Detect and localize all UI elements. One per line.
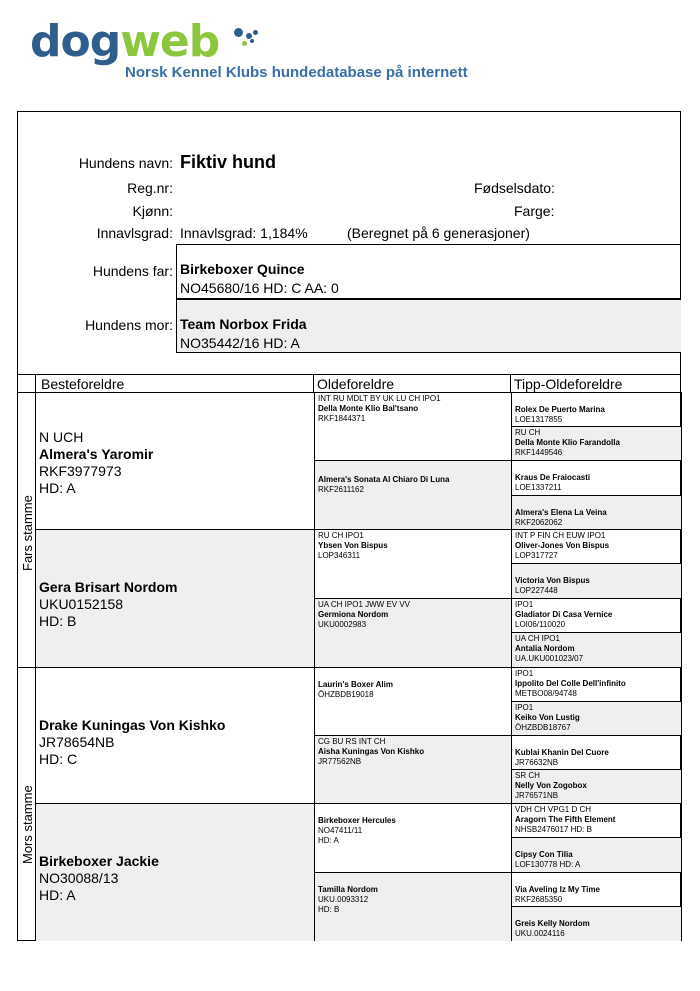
ggg-name: Greis Kelly Nordom [515, 919, 590, 928]
mother-side-label: Mors stamme [20, 785, 35, 864]
pedigree-frame [17, 111, 681, 941]
great-6 [314, 735, 512, 804]
mother-name: Team Norbox Frida [180, 316, 307, 332]
ggg-name: Gladiator Di Casa Vernice [515, 610, 613, 619]
logo-dog-text: dog [30, 16, 121, 67]
logo-dots-icon [232, 24, 262, 54]
great-7 [314, 803, 512, 873]
mother-box [176, 299, 681, 353]
mother-details: NO35442/16 HD: A [180, 335, 300, 351]
ggg-reg: RKF2062062 [515, 518, 563, 527]
ggg-name: Keiko Von Lustig [515, 713, 580, 722]
greatgreat-12 [511, 769, 682, 804]
sex-label: Kjønn: [132, 203, 173, 219]
greatgreat-4 [511, 495, 682, 530]
gg-name: Almera's Sonata Al Chiaro Di Luna [318, 475, 450, 484]
great-8 [314, 872, 512, 941]
ggg-reg: NHSB2476017 HD: B [515, 825, 592, 834]
birth-label: Fødselsdato: [474, 180, 555, 196]
ggg-reg: RKF1449546 [515, 448, 563, 457]
ggg-name: Almera's Elena La Veina [515, 508, 607, 517]
greatgreat-1 [511, 392, 682, 427]
dogweb-logo [30, 18, 219, 66]
gp-reg: RKF3977973 [39, 463, 122, 479]
gg-name: Germiona Nordom [318, 610, 389, 619]
gp-hd: HD: B [39, 613, 77, 629]
ggg-reg: LOP227448 [515, 586, 558, 595]
greatgreat-3 [511, 460, 682, 496]
gg-reg: NO47411/11 [318, 826, 363, 835]
col-grandparents: Besteforeldre [36, 374, 314, 393]
ggg-name: Antalia Nordom [515, 644, 575, 653]
gp-reg: UKU0152158 [39, 596, 124, 612]
ggg-title: VDH CH VPG1 D CH [515, 805, 592, 814]
father-side-cell [18, 392, 36, 668]
gg-reg: UKU.0093312 [318, 895, 369, 904]
ggg-reg: ÖHZBDB18767 [515, 723, 571, 732]
ggg-name: Aragorn The Fifth Element [515, 815, 616, 824]
gp-hd: HD: A [39, 887, 76, 903]
father-name: Birkeboxer Quince [180, 261, 305, 277]
gp-name: Gera Brisart Nordom [39, 579, 178, 595]
greatgreat-16 [511, 906, 682, 941]
ggg-reg: LOE1337211 [515, 483, 562, 492]
ggg-name: Cipsy Con Tilia [515, 850, 573, 859]
name-label: Hundens navn: [78, 155, 173, 171]
gg-name: Birkeboxer Hercules [318, 816, 396, 825]
ggg-reg: METBO08/94748 [515, 689, 577, 698]
ggg-title: SR CH [515, 771, 540, 780]
mother-side-cell [18, 667, 36, 941]
greatgreat-2 [511, 426, 682, 461]
ggg-reg: RKF2685350 [515, 895, 563, 904]
gg-hd: HD: B [318, 905, 340, 914]
ggg-reg: JR76632NB [515, 758, 559, 767]
ggg-name: Rolex De Puerto Marina [515, 405, 605, 414]
greatgreat-11 [511, 735, 682, 770]
father-details: NO45680/16 HD: C AA: 0 [180, 280, 339, 296]
gg-title: RU CH IPO1 [318, 531, 364, 540]
greatgreat-13 [511, 803, 682, 838]
gp-reg: JR78654NB [39, 734, 115, 750]
gg-title: UA CH IPO1 JWW EV VV [318, 600, 411, 609]
great-4 [314, 598, 512, 668]
reg-label: Reg.nr: [127, 180, 173, 196]
gp-name: Almera's Yaromir [39, 446, 154, 462]
ggg-reg: LOE1317855 [515, 415, 563, 424]
gp-reg: NO30088/13 [39, 870, 119, 886]
col-great: Oldeforeldre [314, 374, 511, 393]
great-2 [314, 460, 512, 530]
gp-hd: HD: A [39, 480, 76, 496]
ggg-title: IPO1 [515, 600, 534, 609]
gp-name: Drake Kuningas Von Kishko [39, 717, 226, 733]
grandparent-4 [35, 803, 315, 941]
gg-reg: RKF2611162 [318, 485, 364, 494]
grandparent-3 [35, 667, 315, 804]
greatgreat-7 [511, 598, 682, 633]
gg-name: Laurin's Boxer Alim [318, 680, 393, 689]
greatgreat-9 [511, 667, 682, 702]
logo-web-text: web [120, 16, 220, 67]
greatgreat-15 [511, 872, 682, 907]
ggg-name: Della Monte Klio Farandolla [515, 438, 620, 447]
color-label: Farge: [514, 203, 555, 219]
ggg-reg: LOP317727 [515, 551, 558, 560]
great-1 [314, 392, 512, 461]
ggg-name: Via Aveling Iz My Time [515, 885, 600, 894]
gp-hd: HD: C [39, 751, 78, 767]
tagline: Norsk Kennel Klubs hundedatabase på internett [125, 64, 468, 81]
ggg-reg: LOF130778 HD: A [515, 860, 581, 869]
father-label: Hundens far: [92, 263, 173, 279]
ggg-title: INT P FIN CH EUW IPO1 [515, 531, 606, 540]
gp-name: Birkeboxer Jackie [39, 853, 159, 869]
inbreeding-value: Innavlsgrad: 1,184% [180, 225, 308, 241]
mother-label: Hundens mor: [85, 317, 173, 333]
ggg-reg: JR76571NB [515, 791, 559, 800]
gg-name: Ybsen Von Bispus [318, 541, 388, 550]
dog-name: Fiktiv hund [180, 152, 276, 172]
inbreeding-note: (Beregnet på 6 generasjoner) [347, 225, 530, 241]
greatgreat-14 [511, 837, 682, 873]
ggg-title: IPO1 [515, 669, 534, 678]
col-greatgreat: Tipp-Oldeforeldre [511, 374, 681, 393]
ggg-reg: UA.UKU001023/07 [515, 654, 584, 663]
ggg-title: IPO1 [515, 703, 534, 712]
ggg-title: UA CH IPO1 [515, 634, 560, 643]
gp-title: N UCH [39, 429, 84, 445]
gg-name: Aisha Kuningas Von Kishko [318, 747, 425, 756]
greatgreat-5 [511, 529, 682, 564]
father-box [176, 244, 681, 299]
ggg-reg: UKU.0024116 [515, 929, 565, 938]
ggg-title: RU CH [515, 428, 541, 437]
gg-title: CG BU RS INT CH [318, 737, 386, 746]
ggg-name: Nelly Von Zogobox [515, 781, 587, 790]
grandparent-2 [35, 529, 315, 668]
header-blank-cell [18, 374, 36, 393]
greatgreat-10 [511, 701, 682, 736]
great-3 [314, 529, 512, 599]
father-side-label: Fars stamme [20, 495, 35, 571]
grandparent-1 [35, 392, 315, 530]
ggg-reg: LOI06/110020 [515, 620, 566, 629]
great-5 [314, 667, 512, 736]
greatgreat-6 [511, 563, 682, 599]
gg-reg: UKU0002983 [318, 620, 367, 629]
gg-reg: LOP346311 [318, 551, 361, 560]
gg-reg: RKF1844371 [318, 414, 366, 423]
ggg-name: Victoria Von Bispus [515, 576, 590, 585]
gg-name: Tamilla Nordom [318, 885, 378, 894]
gg-title: INT RU MDLT BY UK LU CH IPO1 [318, 394, 441, 403]
gg-name: Della Monte Klio Bal'tsano [318, 404, 419, 413]
greatgreat-8 [511, 632, 682, 668]
ggg-name: Oliver-Jones Von Bispus [515, 541, 610, 550]
ggg-name: Kraus De Fraiocasti [515, 473, 591, 482]
inbreeding-label: Innavlsgrad: [96, 225, 173, 241]
gg-reg: JR77562NB [318, 757, 362, 766]
gg-hd: HD: A [318, 836, 339, 845]
gg-reg: ÖHZBDB19018 [318, 690, 374, 699]
ggg-name: Kublai Khanin Del Cuore [515, 748, 609, 757]
ggg-name: Ippolito Del Colle Dell'infinito [515, 679, 626, 688]
